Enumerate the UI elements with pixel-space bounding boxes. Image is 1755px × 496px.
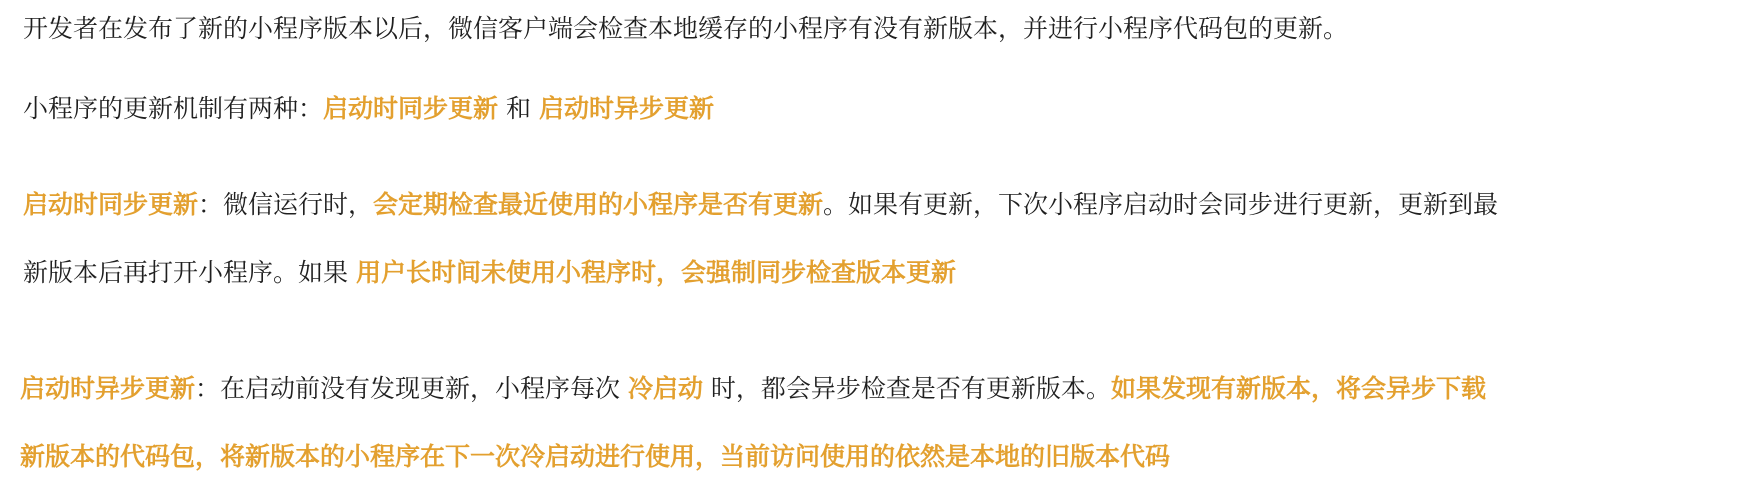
- sync-highlight-1: 会定期检查最近使用的小程序是否有更新: [373, 190, 824, 219]
- async-update-term: 启动时异步更新: [538, 94, 714, 123]
- async-highlight-1: 如果发现有新版本，将会异步下载: [1110, 374, 1486, 403]
- paragraph-intro: [23, 12, 1348, 46]
- async-term-heading: 启动时异步更新: [20, 374, 196, 403]
- async-highlight-2: 新版本的代码包，将新版本的小程序在下一次冷启动进行使用，当前访问使用的依然是本地的旧版本代码: [20, 442, 1171, 471]
- sync-text-1: ：微信运行时，: [198, 190, 374, 219]
- sync-text-2: 。如果有更新，下次小程序启动时会同步进行更新，更新到最: [823, 190, 1499, 219]
- sync-text-3: 新版本后再打开小程序。如果: [23, 258, 356, 287]
- sync-highlight-2: 用户长时间未使用小程序时，会强制同步检查版本更新: [355, 258, 956, 287]
- async-paragraph-line-1: [20, 372, 1486, 406]
- sync-update-term: 启动时同步更新: [323, 94, 499, 123]
- async-text-1: ：在启动前没有发现更新，小程序每次: [195, 374, 628, 403]
- intro-text: 开发者在发布了新的小程序版本以后，微信客户端会检查本地缓存的小程序有没有新版本，并进行小程序代码包的更新。: [23, 14, 1349, 43]
- and-connector: 和: [498, 94, 539, 123]
- cold-start-term: 冷启动: [627, 374, 703, 403]
- mechanisms-prefix: 小程序的更新机制有两种：: [23, 94, 324, 123]
- async-paragraph-line-2: [20, 440, 1170, 474]
- sync-term-heading: 启动时同步更新: [23, 190, 199, 219]
- paragraph-mechanisms: [23, 92, 714, 126]
- async-text-2: 时，都会异步检查是否有更新版本。: [702, 374, 1111, 403]
- sync-paragraph-line-2: [23, 256, 956, 290]
- sync-paragraph-line-1: [23, 188, 1498, 222]
